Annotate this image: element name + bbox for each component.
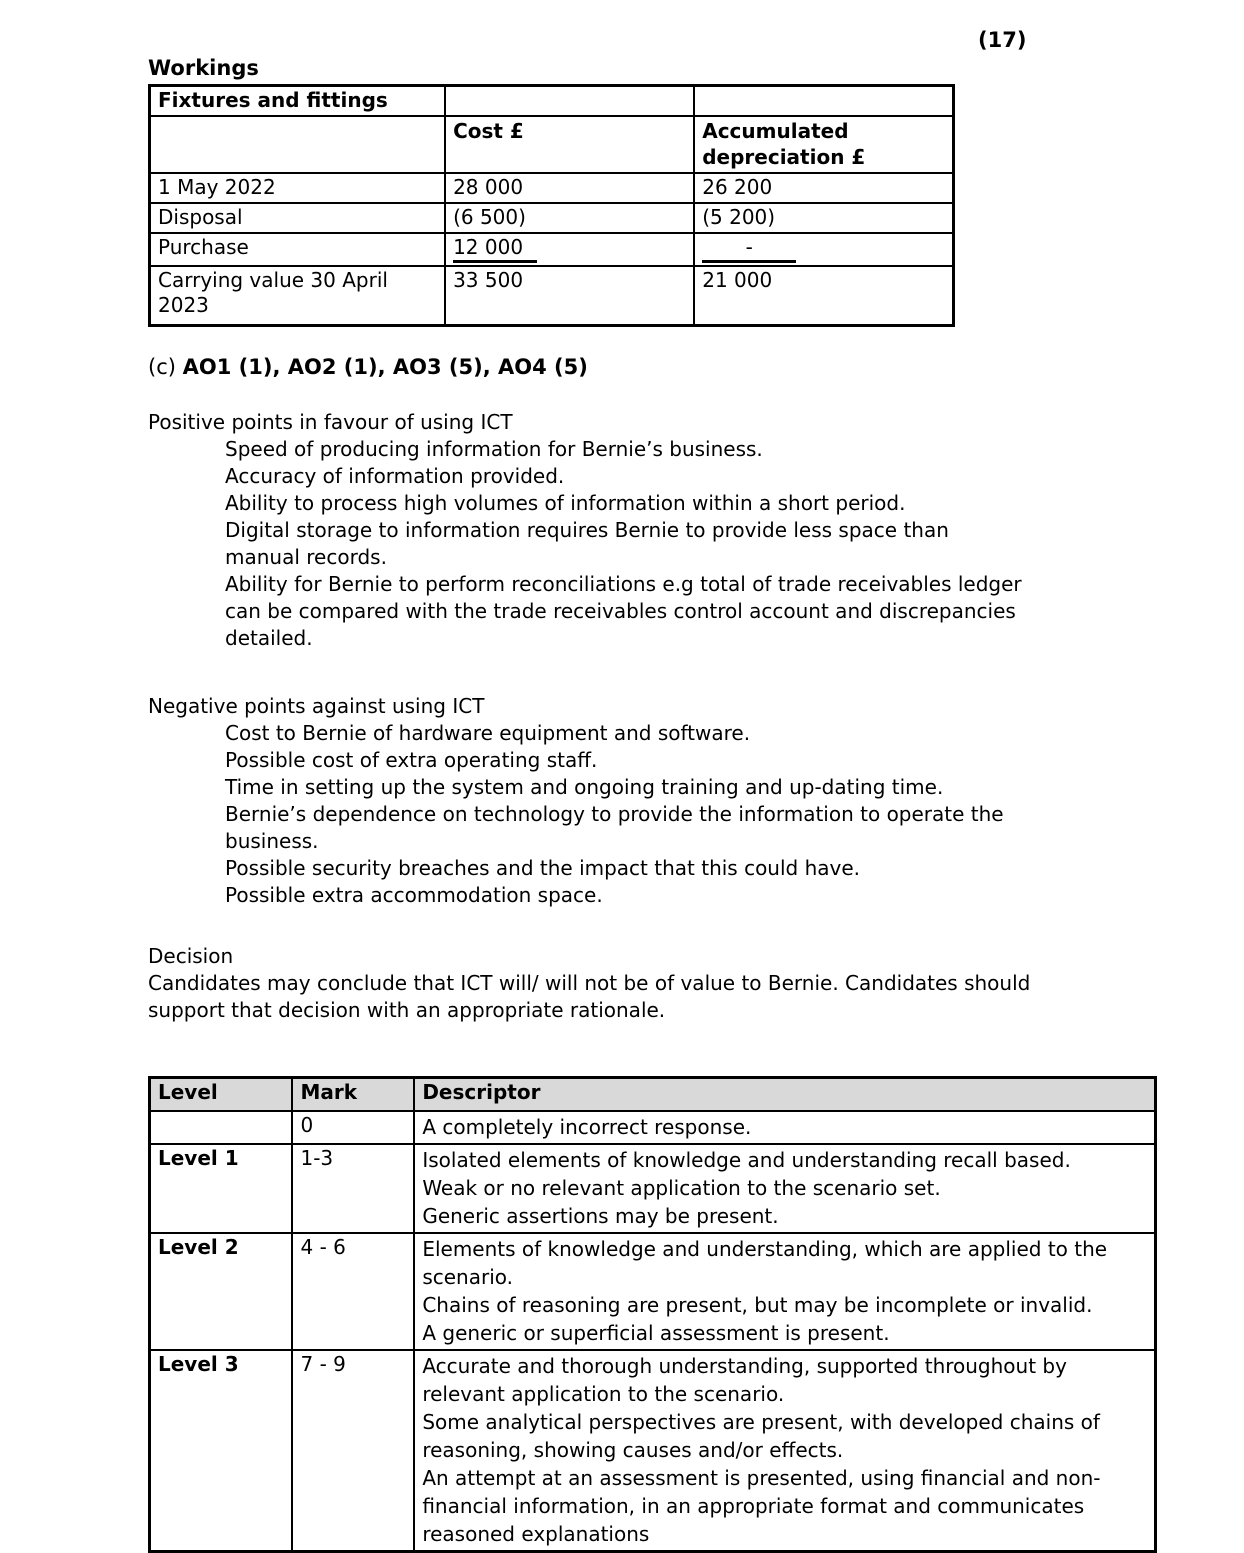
cost-value: 33 500 bbox=[445, 266, 694, 326]
descriptor-cell bbox=[414, 1350, 1155, 1552]
positive-point: Ability to process high volumes of information within a short period. bbox=[225, 491, 906, 515]
mark-cell: 0 bbox=[292, 1111, 414, 1144]
positive-point: Accuracy of information provided. bbox=[225, 464, 565, 488]
descriptor-line: Weak or no relevant application to the scenario set. bbox=[422, 1176, 941, 1200]
workings-empty-cell bbox=[694, 86, 953, 117]
column-header-accumulated-depreciation: Accumulated depreciation £ bbox=[694, 116, 953, 173]
depreciation-value bbox=[694, 233, 953, 266]
positive-point: Digital storage to information requires Bernie to provide less space than manual records. bbox=[225, 518, 949, 569]
workings-heading: Workings bbox=[148, 56, 259, 80]
negative-point: Possible extra accommodation space. bbox=[225, 883, 603, 907]
workings-empty-cell bbox=[150, 116, 446, 173]
level-cell bbox=[150, 1111, 293, 1144]
decision-body: Candidates may conclude that ICT will/ will not be of value to Bernie. Candidates should support that decision with an appropriate rationale. bbox=[148, 971, 1031, 1022]
decision-section bbox=[148, 943, 1244, 1024]
decision-title: Decision bbox=[148, 944, 234, 968]
positive-point: Speed of producing information for Bernie’s business. bbox=[225, 437, 763, 461]
positive-point: Ability for Bernie to perform reconciliations e.g total of trade receivables ledger can be compared with the trade receivables control account and discrepancies detailed. bbox=[225, 572, 1022, 650]
mark-cell: 4 - 6 bbox=[292, 1233, 414, 1350]
workings-empty-cell bbox=[445, 86, 694, 117]
workings-table-title: Fixtures and fittings bbox=[150, 86, 446, 117]
level-cell: Level 3 bbox=[150, 1350, 293, 1552]
mark-cell: 1-3 bbox=[292, 1144, 414, 1233]
positive-points-title: Positive points in favour of using ICT bbox=[148, 410, 513, 434]
negative-points-title: Negative points against using ICT bbox=[148, 694, 485, 718]
row-label: Disposal bbox=[150, 203, 446, 233]
negative-points-list bbox=[225, 720, 1025, 909]
table-row bbox=[150, 1233, 1156, 1350]
table-row bbox=[150, 1111, 1156, 1144]
descriptor-line: Chains of reasoning are present, but may be incomplete or invalid. bbox=[422, 1293, 1093, 1317]
negative-point: Possible cost of extra operating staff. bbox=[225, 748, 598, 772]
column-header-descriptor: Descriptor bbox=[414, 1078, 1155, 1112]
descriptor-line: Elements of knowledge and understanding, which are applied to the scenario. bbox=[422, 1237, 1108, 1289]
row-label: Purchase bbox=[150, 233, 446, 266]
descriptor-line: Accurate and thorough understanding, supported throughout by relevant application to the scenario. bbox=[422, 1354, 1067, 1406]
negative-point: Possible security breaches and the impact that this could have. bbox=[225, 856, 861, 880]
level-cell: Level 1 bbox=[150, 1144, 293, 1233]
descriptor-cell bbox=[414, 1111, 1155, 1144]
cost-value: 28 000 bbox=[445, 173, 694, 203]
marks-total: (17) bbox=[978, 28, 1027, 52]
table-row bbox=[150, 173, 954, 203]
levels-header-row bbox=[150, 1078, 1156, 1112]
depreciation-value: 21 000 bbox=[694, 266, 953, 326]
negative-point: Bernie’s dependence on technology to provide the information to operate the business. bbox=[225, 802, 1004, 853]
positive-points-section bbox=[148, 409, 1244, 652]
levels-table bbox=[148, 1076, 1157, 1553]
descriptor-cell bbox=[414, 1233, 1155, 1350]
assessment-objectives: AO1 (1), AO2 (1), AO3 (5), AO4 (5) bbox=[182, 355, 588, 379]
descriptor-line: An attempt at an assessment is presented, using financial and non-financial information, in an appropriate format and communicates reasoned explanations bbox=[422, 1466, 1101, 1546]
table-row bbox=[150, 266, 954, 326]
workings-title-row bbox=[150, 86, 954, 117]
table-row bbox=[150, 233, 954, 266]
column-header-cost: Cost £ bbox=[445, 116, 694, 173]
table-row bbox=[150, 1144, 1156, 1233]
table-row bbox=[150, 203, 954, 233]
row-label: 1 May 2022 bbox=[150, 173, 446, 203]
depreciation-value: (5 200) bbox=[694, 203, 953, 233]
negative-point: Time in setting up the system and ongoing training and up-dating time. bbox=[225, 775, 944, 799]
column-header-mark: Mark bbox=[292, 1078, 414, 1112]
level-cell: Level 2 bbox=[150, 1233, 293, 1350]
section-c-prefix: (c) bbox=[148, 355, 176, 379]
descriptor-line: A completely incorrect response. bbox=[422, 1115, 752, 1139]
row-label: Carrying value 30 April 2023 bbox=[150, 266, 446, 326]
table-row bbox=[150, 1350, 1156, 1552]
workings-header-row bbox=[150, 116, 954, 173]
column-header-level: Level bbox=[150, 1078, 293, 1112]
positive-points-list bbox=[225, 436, 1025, 652]
descriptor-line: A generic or superficial assessment is present. bbox=[422, 1321, 890, 1345]
mark-cell: 7 - 9 bbox=[292, 1350, 414, 1552]
descriptor-line: Isolated elements of knowledge and understanding recall based. bbox=[422, 1148, 1071, 1172]
descriptor-line: Some analytical perspectives are present, with developed chains of reasoning, showing causes and/or effects. bbox=[422, 1410, 1100, 1462]
section-c-heading bbox=[148, 353, 1244, 381]
workings-table bbox=[148, 84, 955, 327]
descriptor-line: Generic assertions may be present. bbox=[422, 1204, 779, 1228]
negative-point: Cost to Bernie of hardware equipment and software. bbox=[225, 721, 751, 745]
descriptor-cell bbox=[414, 1144, 1155, 1233]
depreciation-value: 26 200 bbox=[694, 173, 953, 203]
negative-points-section bbox=[148, 693, 1244, 909]
cost-value bbox=[445, 233, 694, 266]
cost-value: (6 500) bbox=[445, 203, 694, 233]
underlined-dash: - bbox=[702, 235, 796, 263]
underlined-subtotal: 12 000 bbox=[453, 235, 537, 263]
